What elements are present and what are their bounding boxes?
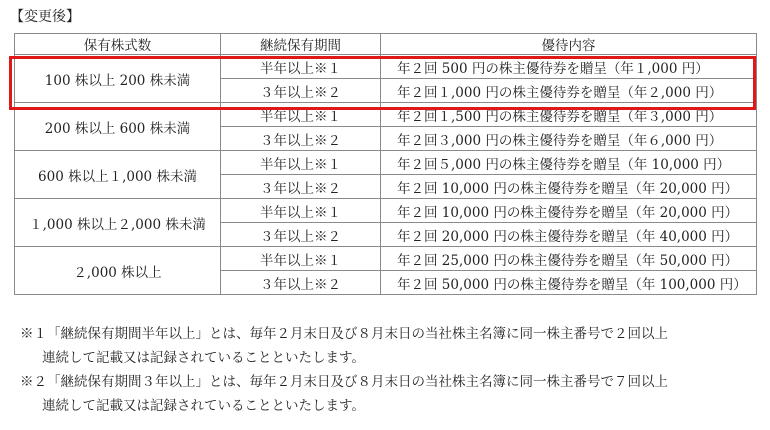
period-cell: ３年以上※２ xyxy=(221,79,381,103)
benefit-cell: 年２回 500 円の株主優待券を贈呈（年１,000 円） xyxy=(381,55,757,79)
benefit-cell: 年２回１,000 円の株主優待券を贈呈（年２,000 円） xyxy=(381,79,757,103)
period-cell: 半年以上※１ xyxy=(221,55,381,79)
benefit-cell: 年２回 20,000 円の株主優待券を贈呈（年 40,000 円） xyxy=(381,223,757,247)
holdings-cell: ２,000 株以上 xyxy=(15,247,221,295)
footnote-1-line-1: ※１「継続保有期間半年以上」とは、毎年２月末日及び８月末日の当社株主名簿に同一株主番号で２回以上 xyxy=(20,326,668,342)
footnote-2-line-1: ※２「継続保有期間３年以上」とは、毎年２月末日及び８月末日の当社株主名簿に同一株主番号で７回以上 xyxy=(20,374,668,390)
header-period: 継続保有期間 xyxy=(221,34,381,55)
period-cell: ３年以上※２ xyxy=(221,175,381,199)
benefit-cell: 年２回 25,000 円の株主優待券を贈呈（年 50,000 円） xyxy=(381,247,757,271)
holdings-cell: 200 株以上 600 株未満 xyxy=(15,103,221,151)
holdings-cell: 100 株以上 200 株未満 xyxy=(15,55,221,103)
footnote-2-line-2: 連続して記載又は記録されていることといたします。 xyxy=(42,398,365,414)
benefit-cell: 年２回 10,000 円の株主優待券を贈呈（年 20,000 円） xyxy=(381,199,757,223)
benefit-cell: 年２回３,000 円の株主優待券を贈呈（年６,000 円） xyxy=(381,127,757,151)
period-cell: ３年以上※２ xyxy=(221,223,381,247)
period-cell: ３年以上※２ xyxy=(221,271,381,295)
benefit-cell: 年２回 10,000 円の株主優待券を贈呈（年 20,000 円） xyxy=(381,175,757,199)
holdings-cell: １,000 株以上２,000 株未満 xyxy=(15,199,221,247)
benefits-table xyxy=(14,33,757,295)
header-benefit: 優待内容 xyxy=(381,34,757,55)
table-row xyxy=(15,247,757,271)
holdings-cell: 600 株以上１,000 株未満 xyxy=(15,151,221,199)
period-cell: 半年以上※１ xyxy=(221,103,381,127)
footnotes xyxy=(20,322,760,418)
benefit-cell: 年２回１,500 円の株主優待券を贈呈（年３,000 円） xyxy=(381,103,757,127)
period-cell: ３年以上※２ xyxy=(221,127,381,151)
period-cell: 半年以上※１ xyxy=(221,151,381,175)
header-holdings: 保有株式数 xyxy=(15,34,221,55)
table-header-row xyxy=(15,34,757,55)
period-cell: 半年以上※１ xyxy=(221,247,381,271)
benefit-cell: 年２回 50,000 円の株主優待券を贈呈（年 100,000 円） xyxy=(381,271,757,295)
benefits-table-container xyxy=(14,33,756,295)
table-row xyxy=(15,55,757,79)
table-row xyxy=(15,151,757,175)
period-cell: 半年以上※１ xyxy=(221,199,381,223)
section-heading: 【変更後】 xyxy=(10,9,80,25)
table-row xyxy=(15,103,757,127)
footnote-1-line-2: 連続して記載又は記録されていることといたします。 xyxy=(42,350,365,366)
table-row xyxy=(15,199,757,223)
benefit-cell: 年２回５,000 円の株主優待券を贈呈（年 10,000 円） xyxy=(381,151,757,175)
